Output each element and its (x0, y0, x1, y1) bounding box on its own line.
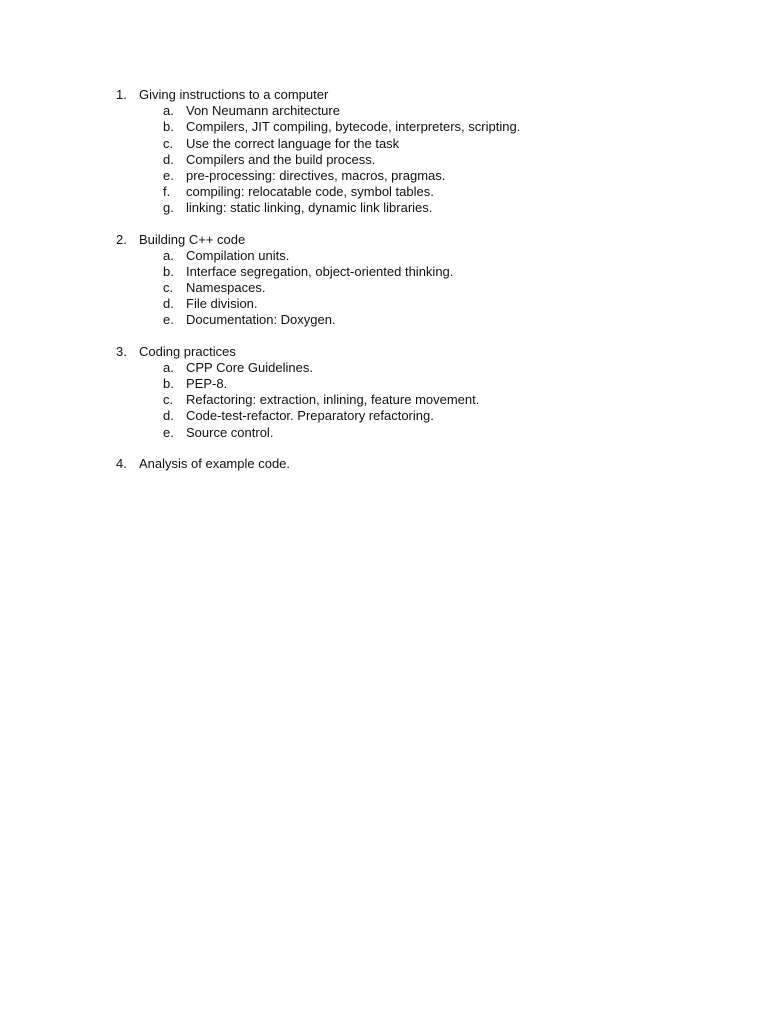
list-item (0, 280, 768, 296)
section-title: Giving instructions to a computer (139, 87, 329, 102)
outline-section-1 (0, 87, 768, 217)
section-title: Building C++ code (139, 231, 246, 247)
item-letter: a. (163, 247, 174, 263)
list-item (0, 408, 768, 424)
item-letter: b. (163, 119, 174, 135)
section-number: 4. (116, 455, 127, 471)
item-letter: e. (163, 167, 174, 183)
item-letter: a. (163, 103, 174, 119)
outline-section-2 (0, 232, 768, 329)
item-letter: d. (163, 151, 174, 167)
list-item (0, 152, 768, 168)
list-item (0, 312, 768, 328)
list-item (0, 296, 768, 312)
item-text: pre-processing: directives, macros, pragmas. (186, 167, 446, 183)
item-text: Compilers and the build process. (186, 151, 376, 167)
item-text: linking: static linking, dynamic link libraries. (186, 200, 433, 216)
item-letter: a. (163, 359, 174, 375)
item-letter: b. (163, 263, 174, 279)
list-item (0, 264, 768, 280)
section-title: Coding practices (139, 343, 236, 359)
item-text: Code-test-refactor. Preparatory refactoring. (186, 408, 434, 424)
item-letter: c. (163, 280, 174, 296)
outline-section-4 (0, 456, 768, 472)
item-letter: c. (163, 392, 174, 408)
section-heading (0, 456, 768, 472)
item-text: CPP Core Guidelines. (186, 359, 313, 375)
item-letter: d. (163, 408, 174, 424)
list-item (0, 119, 768, 135)
item-text: Compilation units. (186, 247, 290, 263)
section-title: Analysis of example code. (139, 455, 291, 471)
section-heading (0, 87, 768, 103)
item-letter: g. (163, 200, 174, 216)
list-item (0, 103, 768, 119)
section-number: 2. (116, 231, 127, 247)
section-heading (0, 232, 768, 248)
list-item (0, 168, 768, 184)
item-letter: b. (163, 376, 174, 391)
list-item (0, 392, 768, 408)
item-text: PEP-8. (186, 376, 228, 391)
list-item (0, 184, 768, 200)
item-text: File division. (186, 296, 258, 312)
list-item (0, 248, 768, 264)
section-number: 1. (116, 87, 127, 102)
list-item (0, 360, 768, 376)
section-heading (0, 344, 768, 360)
section-number: 3. (116, 343, 127, 359)
item-letter: e. (163, 312, 174, 328)
course-outline (0, 87, 768, 487)
item-letter: f. (163, 184, 171, 200)
item-text: Use the correct language for the task (186, 135, 400, 151)
item-letter: d. (163, 296, 174, 312)
item-text: compiling: relocatable code, symbol tables. (186, 184, 434, 200)
item-text: Source control. (186, 424, 274, 440)
item-text: Interface segregation, object-oriented thinking. (186, 263, 454, 279)
item-letter: c. (163, 135, 174, 151)
item-text: Refactoring: extraction, inlining, feature movement. (186, 392, 480, 408)
outline-section-3 (0, 344, 768, 441)
list-item (0, 136, 768, 152)
list-item (0, 425, 768, 441)
list-item (0, 200, 768, 216)
item-text: Namespaces. (186, 280, 266, 296)
item-text: Documentation: Doxygen. (186, 312, 336, 328)
item-text: Von Neumann architecture (186, 103, 340, 119)
list-item (0, 376, 768, 392)
item-letter: e. (163, 424, 174, 440)
item-text: Compilers, JIT compiling, bytecode, interpreters, scripting. (186, 119, 521, 135)
